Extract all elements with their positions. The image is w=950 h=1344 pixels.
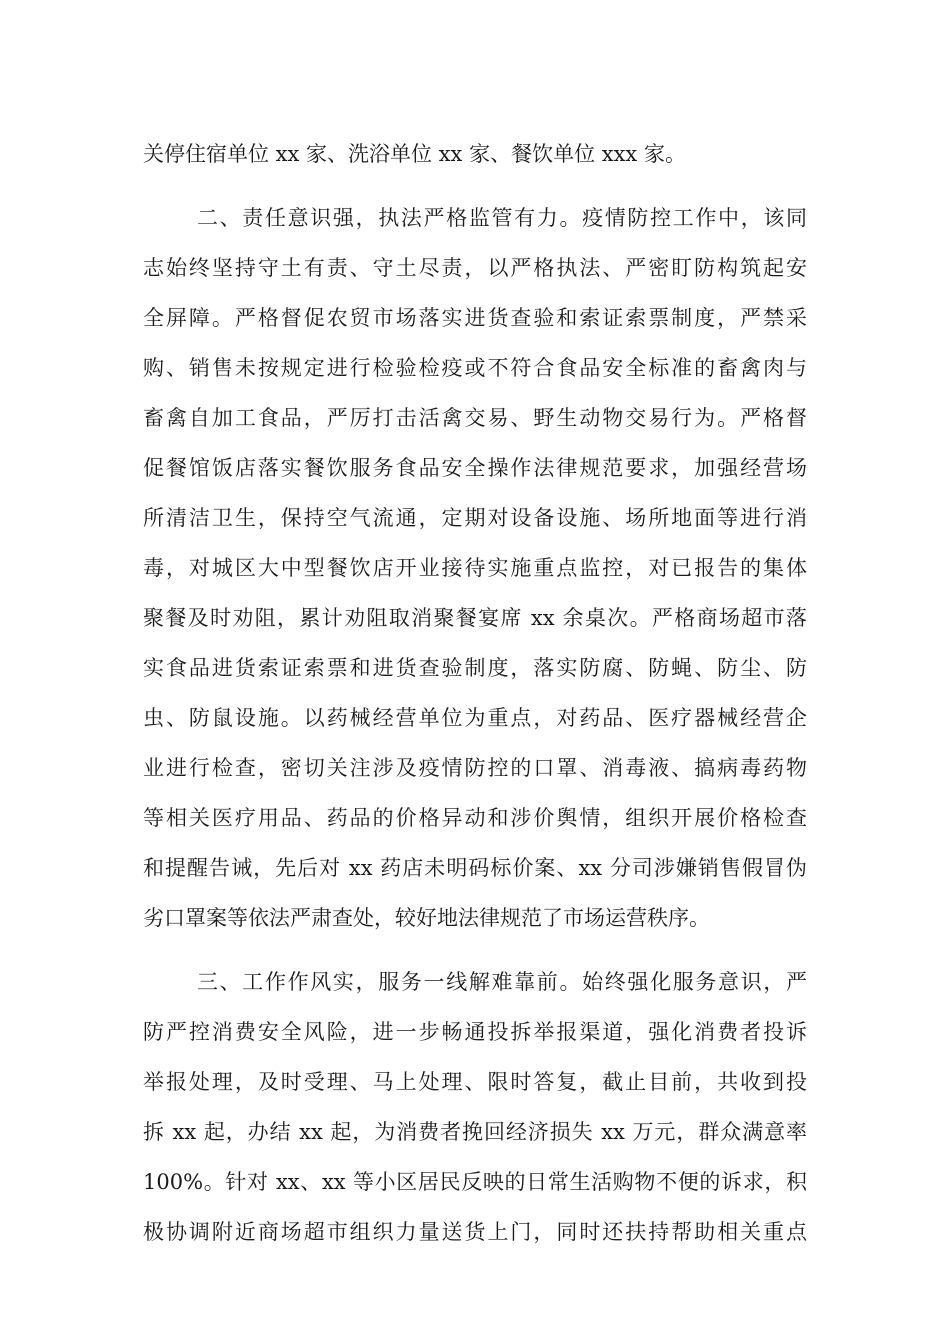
text-line: 虫、防鼠设施。以药械经营单位为重点，对药品、医疗器械经营企: [143, 706, 807, 730]
text-line: 畜禽自加工食品，严厉打击活禽交易、野生动物交易行为。严格督: [143, 406, 807, 430]
text-line: 实食品进货索证索票和进货查验制度，落实防腐、防蝇、防尘、防: [143, 656, 807, 680]
text-line: 拆 xx 起，办结 xx 起，为消费者挽回经济损失 xx 万元，群众满意率: [143, 1120, 807, 1144]
text-line: 劣口罩案等依法严肃查处，较好地法律规范了市场运营秩序。: [143, 906, 710, 930]
paragraph-1: [143, 129, 807, 179]
paragraph-3: [143, 957, 807, 1257]
document-body: [143, 129, 807, 1257]
text-line: 关停住宿单位 xx 家、洗浴单位 xx 家、餐饮单位 xxx 家。: [143, 142, 686, 166]
text-line: 等相关医疗用品、药品的价格异动和涉价舆情，组织开展价格检查: [143, 806, 807, 830]
paragraph-2: [143, 193, 807, 943]
text-line: 所清洁卫生，保持空气流通，定期对设备设施、场所地面等进行消: [143, 506, 807, 530]
text-line: 聚餐及时劝阻，累计劝阻取消聚餐宴席 xx 余桌次。严格商场超市落: [143, 606, 807, 630]
text-line: 毒，对城区大中型餐饮店开业接待实施重点监控，对已报告的集体: [143, 556, 807, 580]
text-line: 三、工作作风实，服务一线解难靠前。始终强化服务意识，严: [197, 970, 807, 994]
text-line: 购、销售未按规定进行检验检疫或不符合食品安全标准的畜禽肉与: [143, 356, 807, 380]
text-line: 促餐馆饭店落实餐饮服务食品安全操作法律规范要求，加强经营场: [143, 456, 807, 480]
text-line: 和提醒告诫，先后对 xx 药店未明码标价案、xx 分司涉嫌销售假冒伪: [143, 856, 807, 880]
text-line: 极协调附近商场超市组织力量送货上门，同时还扶持帮助相关重点: [143, 1220, 807, 1244]
text-line: 全屏障。严格督促农贸市场落实进货查验和索证索票制度，严禁采: [143, 306, 807, 330]
text-line: 业进行检查，密切关注涉及疫情防控的口罩、消毒液、搞病毒药物: [143, 756, 807, 780]
text-line: 100%。针对 xx、xx 等小区居民反映的日常生活购物不便的诉求，积: [143, 1170, 807, 1194]
text-line: 防严控消费安全风险，进一步畅通投拆举报渠道，强化消费者投诉: [143, 1020, 807, 1044]
text-line: 二、责任意识强，执法严格监管有力。疫情防控工作中，该同: [197, 206, 807, 230]
text-line: 举报处理，及时受理、马上处理、限时答复，截止目前，共收到投: [143, 1070, 807, 1094]
text-line: 志始终坚持守土有责、守土尽责，以严格执法、严密盯防构筑起安: [143, 256, 807, 280]
